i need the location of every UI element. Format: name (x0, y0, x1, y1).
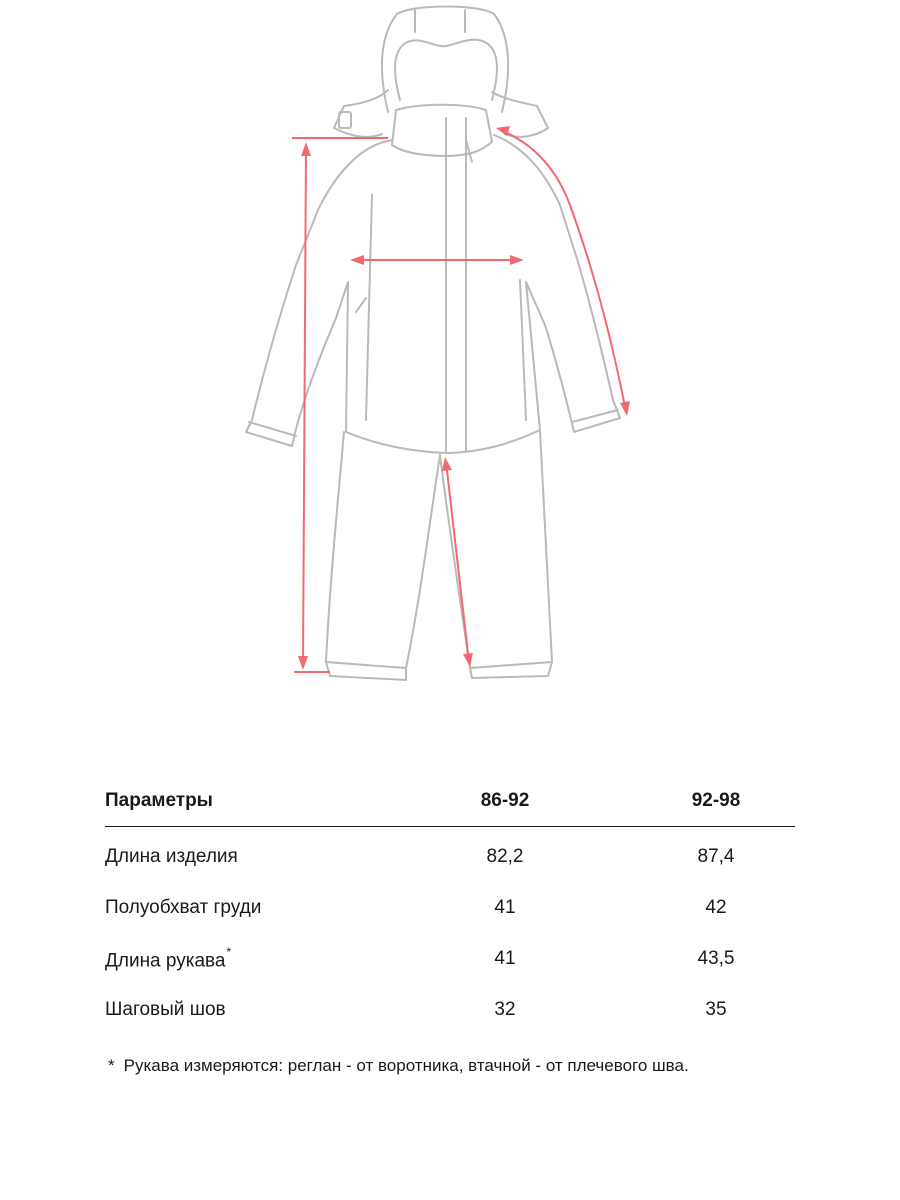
table-header (105, 780, 795, 827)
table-row (105, 880, 795, 931)
row-value-b: 87,4 (697, 846, 735, 867)
collar (392, 105, 492, 156)
inseam-line (446, 462, 469, 662)
table-row (105, 931, 795, 982)
row-label: Длина рукава (105, 950, 226, 972)
header-size-92-98: 92-98 (691, 790, 741, 811)
row-value-a: 32 (494, 999, 516, 1020)
size-table (105, 780, 795, 1033)
inseam-arrow-top (442, 457, 452, 471)
row-value-b: 43,5 (697, 948, 735, 969)
hood-inner (395, 40, 497, 100)
row-label-with-note (105, 945, 232, 972)
table-row (105, 982, 795, 1033)
footnote (108, 1056, 689, 1076)
header-parameters: Параметры (105, 790, 213, 811)
chest-arrow-right (510, 255, 524, 265)
row-label: Длина изделия (105, 846, 238, 867)
right-seam (520, 280, 526, 420)
table-row (105, 829, 795, 880)
row-value-a: 41 (494, 948, 516, 969)
trousers (326, 430, 552, 668)
row-label: Шаговый шов (105, 999, 226, 1020)
left-cuff (249, 422, 296, 436)
sleeve-arrow-bottom (620, 401, 630, 416)
length-arrow-top (301, 142, 311, 156)
hood-fur-left (334, 90, 388, 137)
row-value-b: 42 (705, 897, 727, 918)
table-body (105, 827, 795, 1033)
hood (382, 7, 508, 113)
left-pocket (356, 298, 366, 312)
row-value-b: 35 (705, 999, 727, 1020)
measurement-lines (292, 126, 630, 672)
inseam-arrow-bottom (463, 653, 473, 667)
row-label: Полуобхват груди (105, 897, 262, 918)
row-value-a: 41 (494, 897, 516, 918)
length-line (292, 138, 388, 672)
chest-arrow-left (350, 255, 364, 265)
row-value-a: 82,2 (486, 846, 524, 867)
left-seam (366, 195, 372, 420)
footnote-asterisk: * (108, 1056, 115, 1075)
garment-outline (246, 7, 620, 681)
header-size-86-92: 86-92 (480, 790, 530, 811)
length-arrow-bottom (298, 656, 308, 670)
footnote-mark: * (226, 945, 232, 959)
sleeve-line (500, 130, 626, 412)
jacket-body (246, 135, 620, 453)
zipper-placket (446, 118, 466, 452)
footnote-text: Рукава измеряются: реглан - от воротника, втачной - от плечевого шва. (123, 1056, 689, 1075)
